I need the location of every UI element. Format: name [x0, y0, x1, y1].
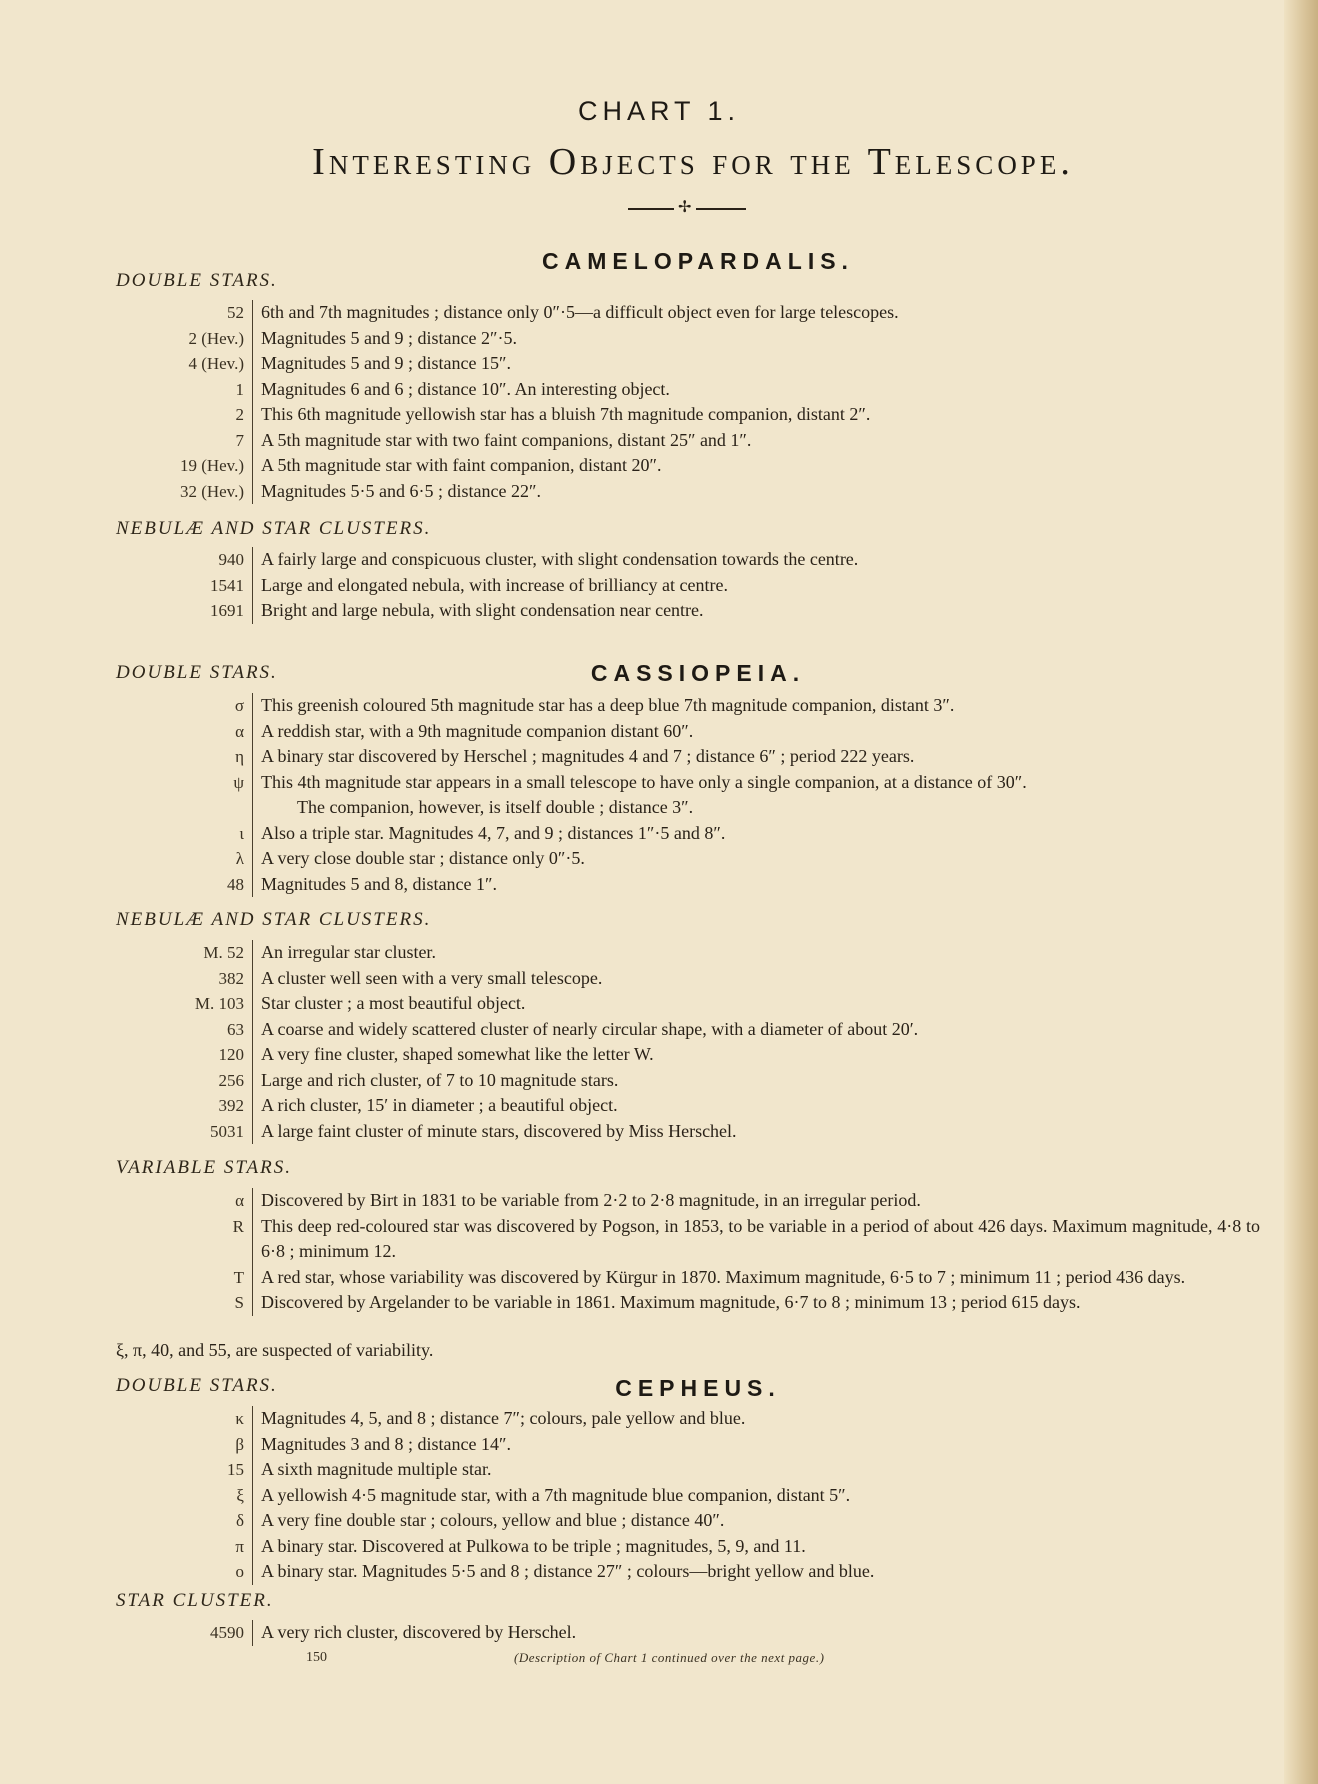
- description-text: A rich cluster, 15′ in diameter ; a beautiful object.: [261, 1095, 618, 1115]
- entry-row: [100, 693, 1280, 719]
- entry-row: [100, 453, 1280, 479]
- object-designation: κ: [235, 1409, 244, 1428]
- description-text: Bright and large nebula, with slight condensation near centre.: [261, 600, 704, 620]
- description-text: Magnitudes 3 and 8 ; distance 14″.: [261, 1433, 511, 1454]
- entry-row: [100, 1559, 1280, 1585]
- continuation-note: (Description of Chart 1 continued over the next page.): [514, 1650, 825, 1665]
- constellation-heading-cepheus: CEPHEUS.: [615, 1375, 781, 1401]
- description-text: A coarse and widely scattered cluster of nearly circular shape, with a diameter of about 20′.: [261, 1018, 919, 1039]
- object-description: [252, 1017, 1280, 1043]
- object-description: [252, 1483, 1280, 1509]
- description-text: A sixth magnitude multiple star.: [261, 1459, 492, 1479]
- object-designation: 1691: [210, 601, 244, 620]
- object-designation: η: [235, 747, 244, 766]
- entry-row: [100, 846, 1280, 872]
- object-designation: M. 103: [194, 994, 244, 1013]
- cassiopeia-variables-list: [100, 1188, 1280, 1316]
- section-heading-nebulae: NEBULÆ AND STAR CLUSTERS.: [116, 909, 432, 930]
- object-description: [252, 1265, 1280, 1291]
- object-description: [252, 351, 1280, 377]
- object-description: [252, 1620, 1280, 1646]
- entry-row: [100, 326, 1280, 352]
- object-description: [252, 719, 1280, 745]
- entry-row: [100, 1483, 1280, 1509]
- entry-row: [100, 377, 1280, 403]
- object-description: [252, 1188, 1280, 1214]
- description-text: Discovered by Argelander to be variable in 1861. Maximum magnitude, 6·7 to 8 ; minimum 13 ; period 615 days.: [261, 1292, 1081, 1312]
- entry-row: [100, 872, 1280, 898]
- entry-row: [100, 719, 1280, 745]
- object-designation: 4590: [210, 1623, 244, 1642]
- entry-row: [100, 1290, 1280, 1316]
- description-text: 6th and 7th magnitudes ; distance only 0″·5—a difficult object even for large telescopes.: [261, 302, 899, 322]
- description-text: Magnitudes 5 and 9 ; distance 15″.: [261, 353, 511, 373]
- entry-row: [100, 479, 1280, 505]
- section-heading-nebulae: NEBULÆ AND STAR CLUSTERS.: [116, 518, 432, 539]
- object-designation: ι: [239, 823, 244, 843]
- object-designation: ο: [235, 1562, 244, 1581]
- description-text: A binary star. Magnitudes 5·5 and 8 ; distance 27″ ; colours—bright yellow and blue.: [261, 1561, 875, 1581]
- entry-row: [100, 1432, 1280, 1458]
- entry-row: [100, 991, 1280, 1017]
- object-description: [252, 1432, 1280, 1458]
- object-description: [252, 300, 1280, 326]
- object-designation: 256: [218, 1070, 244, 1090]
- object-description: [252, 744, 1280, 770]
- object-designation: ξ: [236, 1485, 244, 1505]
- section-heading-double-stars: DOUBLE STARS.: [116, 662, 278, 683]
- object-designation: 7: [235, 430, 244, 450]
- object-description: [252, 966, 1280, 992]
- description-text: A very close double star ; distance only 0″·5.: [261, 848, 585, 868]
- entry-row: [100, 1620, 1280, 1646]
- camelopardalis-nebulae-list: [100, 547, 1280, 624]
- object-designation: 120: [218, 1045, 244, 1064]
- description-text: Magnitudes 5 and 8, distance 1″.: [261, 873, 497, 894]
- entry-row: [100, 1457, 1280, 1483]
- object-description: [252, 1534, 1280, 1560]
- description-text: Also a triple star. Magnitudes 4, 7, and 9 ; distances 1″·5 and 8″.: [261, 822, 726, 843]
- entry-row: [100, 351, 1280, 377]
- page-title: Interesting Objects for the Telescope.: [312, 141, 1074, 183]
- object-description: [252, 1068, 1280, 1094]
- variability-note: ξ, π, 40, and 55, are suspected of variability.: [116, 1340, 434, 1360]
- object-designation: T: [233, 1267, 244, 1287]
- entry-row: [100, 821, 1280, 847]
- object-designation: ψ: [233, 772, 244, 792]
- description-text: A 5th magnitude star with faint companion, distant 20″.: [261, 455, 662, 475]
- entry-row: [100, 402, 1280, 428]
- object-description: [252, 991, 1280, 1017]
- entry-row: [100, 300, 1280, 326]
- object-designation: λ: [235, 849, 244, 868]
- object-description: [252, 479, 1280, 505]
- object-designation: 2 (Hev.): [188, 328, 244, 348]
- entry-row: [100, 1406, 1280, 1432]
- entry-row: [100, 1188, 1280, 1214]
- entry-row: [100, 1093, 1280, 1119]
- object-designation: π: [235, 1536, 244, 1556]
- description-text: A red star, whose variability was discovered by Kürgur in 1870. Maximum magnitude, 6·5 to 7 ; minimum 11 ; period 436 days.: [261, 1266, 1186, 1287]
- object-description: [252, 1119, 1280, 1145]
- description-text: A very fine double star ; colours, yellow and blue ; distance 40″.: [261, 1510, 725, 1530]
- object-description: [252, 377, 1280, 403]
- object-description: [252, 453, 1280, 479]
- description-text: A binary star. Discovered at Pulkowa to be triple ; magnitudes, 5, 9, and 11.: [261, 1535, 806, 1556]
- description-text: Magnitudes 4, 5, and 8 ; distance 7″; colours, pale yellow and blue.: [261, 1408, 746, 1428]
- object-description: [252, 1093, 1280, 1119]
- entry-row: [100, 573, 1280, 599]
- object-description: [252, 1559, 1280, 1585]
- entry-row: [100, 770, 1280, 821]
- object-description: [252, 770, 1280, 821]
- description-text: This 4th magnitude star appears in a small telescope to have only a single companion, at a distance of 30″.: [261, 771, 1027, 792]
- object-designation: 4 (Hev.): [188, 354, 244, 373]
- object-description: [252, 1508, 1280, 1534]
- section-heading-variable-stars: VARIABLE STARS.: [116, 1157, 292, 1178]
- chart-number: CHART 1.: [577, 96, 741, 126]
- object-description: [252, 821, 1280, 847]
- object-description: [252, 1406, 1280, 1432]
- constellation-heading-camelopardalis: CAMELOPARDALIS.: [542, 248, 854, 274]
- entry-row: [100, 428, 1280, 454]
- description-text: Star cluster ; a most beautiful object.: [261, 993, 526, 1013]
- object-description: [252, 1042, 1280, 1068]
- object-designation: M. 52: [203, 943, 244, 962]
- description-text: A 5th magnitude star with two faint companions, distant 25″ and 1″.: [261, 429, 752, 450]
- object-designation: σ: [234, 696, 244, 715]
- object-description: [252, 573, 1280, 599]
- section-heading-star-cluster: STAR CLUSTER.: [116, 1590, 274, 1611]
- object-description: [252, 1457, 1280, 1483]
- object-description: [252, 547, 1280, 573]
- description-text: A fairly large and conspicuous cluster, with slight condensation towards the centre.: [261, 549, 859, 569]
- object-description: [252, 693, 1280, 719]
- object-designation: S: [234, 1293, 244, 1312]
- object-designation: 1541: [210, 575, 244, 595]
- entry-row: [100, 1017, 1280, 1043]
- object-description: [252, 402, 1280, 428]
- description-text: Magnitudes 6 and 6 ; distance 10″. An interesting object.: [261, 378, 670, 399]
- object-designation: 2: [235, 405, 244, 424]
- entry-row: [100, 1068, 1280, 1094]
- object-designation: 63: [227, 1019, 244, 1039]
- entry-row: [100, 547, 1280, 573]
- object-description: [252, 598, 1280, 624]
- page-number: 150: [306, 1650, 327, 1665]
- entry-row: [100, 940, 1280, 966]
- object-designation: 32 (Hev.): [179, 481, 244, 501]
- object-designation: α: [235, 1191, 244, 1210]
- description-text: This 6th magnitude yellowish star has a bluish 7th magnitude companion, distant 2″.: [261, 404, 871, 424]
- cassiopeia-nebulae-list: [100, 940, 1280, 1144]
- section-heading-double-stars: DOUBLE STARS.: [116, 270, 278, 291]
- constellation-heading-cassiopeia: CASSIOPEIA.: [590, 660, 806, 686]
- entry-row: [100, 744, 1280, 770]
- description-text: A large faint cluster of minute stars, discovered by Miss Herschel.: [261, 1120, 737, 1141]
- description-text: Large and elongated nebula, with increase of brilliancy at centre.: [261, 574, 728, 595]
- object-designation: δ: [235, 1511, 244, 1530]
- object-designation: 19 (Hev.): [179, 456, 244, 475]
- camelopardalis-double-stars-list: [100, 300, 1280, 504]
- object-description: [252, 872, 1280, 898]
- description-text: Large and rich cluster, of 7 to 10 magnitude stars.: [261, 1069, 619, 1090]
- object-designation: 52: [227, 303, 244, 322]
- description-text: A very rich cluster, discovered by Herschel.: [261, 1622, 577, 1642]
- description-text: A yellowish 4·5 magnitude star, with a 7th magnitude blue companion, distant 5″.: [261, 1484, 851, 1505]
- entry-row: [100, 1265, 1280, 1291]
- object-designation: α: [235, 721, 244, 741]
- object-description: [252, 428, 1280, 454]
- object-designation: 392: [218, 1096, 244, 1115]
- entry-row: [100, 1508, 1280, 1534]
- object-designation: 15: [227, 1460, 244, 1479]
- object-designation: 382: [218, 968, 244, 988]
- description-text: A binary star discovered by Herschel ; magnitudes 4 and 7 ; distance 6″ ; period 222 years.: [261, 746, 915, 766]
- object-designation: β: [235, 1434, 244, 1454]
- description-text: This greenish coloured 5th magnitude star has a deep blue 7th magnitude companion, distant 3″.: [261, 695, 955, 715]
- description-text: Magnitudes 5 and 9 ; distance 2″·5.: [261, 327, 517, 348]
- cepheus-star-cluster-list: [100, 1620, 1280, 1646]
- description-continuation: The companion, however, is itself double ; distance 3″.: [297, 797, 694, 817]
- entry-row: [100, 1534, 1280, 1560]
- entry-row: [100, 1042, 1280, 1068]
- entry-row: [100, 966, 1280, 992]
- object-designation: 48: [227, 874, 244, 894]
- entry-row: [100, 1214, 1280, 1265]
- entry-row: [100, 598, 1280, 624]
- object-description: [252, 940, 1280, 966]
- object-description: [252, 846, 1280, 872]
- object-description: [252, 1290, 1280, 1316]
- object-description: [252, 326, 1280, 352]
- object-designation: R: [232, 1216, 244, 1236]
- description-text: A cluster well seen with a very small telescope.: [261, 967, 603, 988]
- description-text: This deep red-coloured star was discovered by Pogson, in 1853, to be variable in a period of about 426 days. Maximum magnitude, 4·8 to 6·8 ; minimum 12.: [261, 1215, 1260, 1261]
- object-designation: 5031: [210, 1121, 244, 1141]
- description-text: A very fine cluster, shaped somewhat like the letter W.: [261, 1044, 654, 1064]
- description-text: A reddish star, with a 9th magnitude companion distant 60″.: [261, 720, 694, 741]
- description-text: Discovered by Birt in 1831 to be variable from 2·2 to 2·8 magnitude, in an irregular period.: [261, 1190, 921, 1210]
- section-heading-double-stars: DOUBLE STARS.: [116, 1375, 278, 1396]
- description-text: Magnitudes 5·5 and 6·5 ; distance 22″.: [261, 480, 541, 501]
- description-text: An irregular star cluster.: [261, 942, 436, 962]
- object-designation: 1: [235, 379, 244, 399]
- cassiopeia-double-stars-list: [100, 693, 1280, 897]
- entry-row: [100, 1119, 1280, 1145]
- cepheus-double-stars-list: [100, 1406, 1280, 1585]
- title-ornament: ✢: [628, 202, 746, 216]
- object-description: [252, 1214, 1280, 1265]
- object-designation: 940: [218, 550, 244, 569]
